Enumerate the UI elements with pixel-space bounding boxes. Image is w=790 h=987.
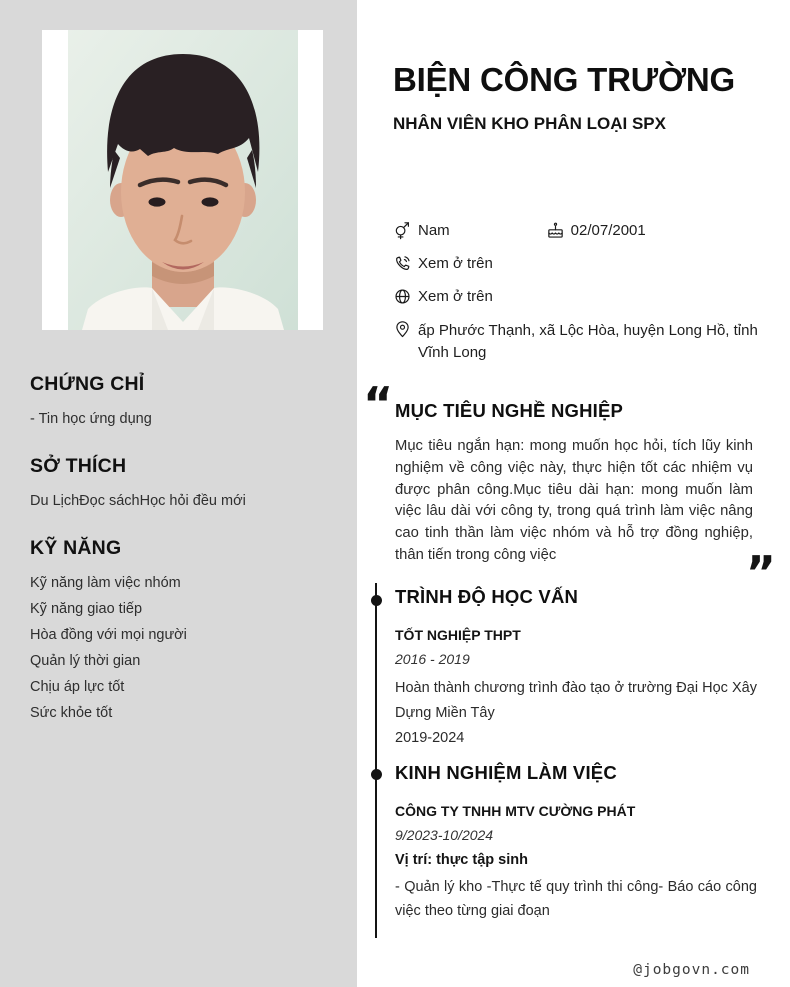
experience-title: KINH NGHIỆM LÀM VIỆC — [395, 762, 617, 783]
education-title: TRÌNH ĐỘ HỌC VẤN — [395, 586, 579, 607]
education-description: Hoàn thành chương trình đào tạo ở trường Đại Học Xây Dựng Miền Tây — [395, 680, 757, 721]
contact-info — [393, 221, 765, 378]
profile-photo — [68, 30, 298, 330]
skill-item: Kỹ năng làm việc nhóm — [30, 575, 181, 591]
hobbies-title: SỞ THÍCH — [30, 455, 127, 477]
education-degree: TỐT NGHIỆP THPT — [395, 627, 521, 643]
objective-text: Mục tiêu ngắn hạn: mong muốn học hỏi, tích lũy kinh nghiệm về công việc này, thực hiện tốt các nhiệm vụ được phân công.Mục tiêu dài hạn: mong muốn làm việc lâu dài với công ty, trong quá trình làm việc nâng cao tinh thần làm việc nhóm và hỗ trợ đồng nghiệp, thân tiến trong công việc — [395, 438, 753, 563]
section-experience — [395, 762, 757, 923]
quote-open-icon: “ — [363, 377, 394, 431]
education-period: 2016 - 2019 — [395, 651, 470, 667]
address-row — [393, 320, 758, 364]
skill-item: Quản lý thời gian — [30, 653, 141, 669]
skill-item: Kỹ năng giao tiếp — [30, 601, 143, 617]
sidebar-sections — [30, 372, 331, 748]
phone-icon — [393, 254, 412, 273]
experience-description: - Quản lý kho -Thực tế quy trình thi công- Báo cáo công việc theo từng giai đoạn — [395, 879, 757, 919]
experience-position: Vị trí: thực tập sinh — [395, 852, 528, 868]
education-period-2: 2019-2024 — [395, 730, 465, 746]
section-objective — [395, 400, 753, 582]
birthday-row — [546, 221, 646, 240]
watermark: @jobgovn.com — [633, 962, 750, 978]
skill-item: Sức khỏe tốt — [30, 705, 113, 721]
experience-period: 9/2023-10/2024 — [395, 827, 494, 843]
globe-icon — [393, 287, 412, 306]
timeline-dot-education — [371, 595, 382, 606]
section-certificates — [30, 372, 331, 432]
section-skills — [30, 536, 331, 726]
birthday-value: 02/07/2001 — [570, 222, 646, 239]
certificates-title: CHỨNG CHỈ — [30, 373, 145, 395]
candidate-name: BIỆN CÔNG TRƯỜNG — [393, 61, 735, 99]
gender-row — [393, 221, 450, 240]
phone-row — [393, 254, 493, 273]
section-education — [395, 586, 757, 751]
quote-close-icon: ” — [745, 546, 776, 600]
certificate-item: - Tin học ứng dụng — [30, 411, 152, 427]
gender-value: Nam — [418, 222, 450, 239]
hobby-item: Du LịchĐọc sáchHọc hỏi đều mới — [30, 493, 246, 509]
website-value: Xem ở trên — [418, 288, 493, 305]
skill-item: Chịu áp lực tốt — [30, 679, 125, 695]
address-value: ấp Phước Thạnh, xã Lộc Hòa, huyện Long Hồ, tỉnh Vĩnh Long — [418, 322, 758, 361]
phone-value: Xem ở trên — [418, 255, 493, 272]
birthday-cake-icon — [546, 221, 565, 240]
location-pin-icon — [393, 320, 412, 339]
sidebar — [0, 0, 357, 987]
timeline-line — [375, 583, 377, 938]
photo-frame — [42, 30, 323, 330]
skill-item: Hòa đồng với mọi người — [30, 627, 187, 643]
website-row — [393, 287, 493, 306]
main-column — [357, 0, 790, 987]
candidate-job-title: NHÂN VIÊN KHO PHÂN LOẠI SPX — [393, 114, 666, 134]
gender-icon — [393, 221, 412, 240]
section-hobbies — [30, 454, 331, 514]
timeline-dot-experience — [371, 769, 382, 780]
skills-title: KỸ NĂNG — [30, 537, 122, 559]
experience-company: CÔNG TY TNHH MTV CƯỜNG PHÁT — [395, 803, 636, 819]
objective-title: MỤC TIÊU NGHỀ NGHIỆP — [395, 400, 624, 421]
